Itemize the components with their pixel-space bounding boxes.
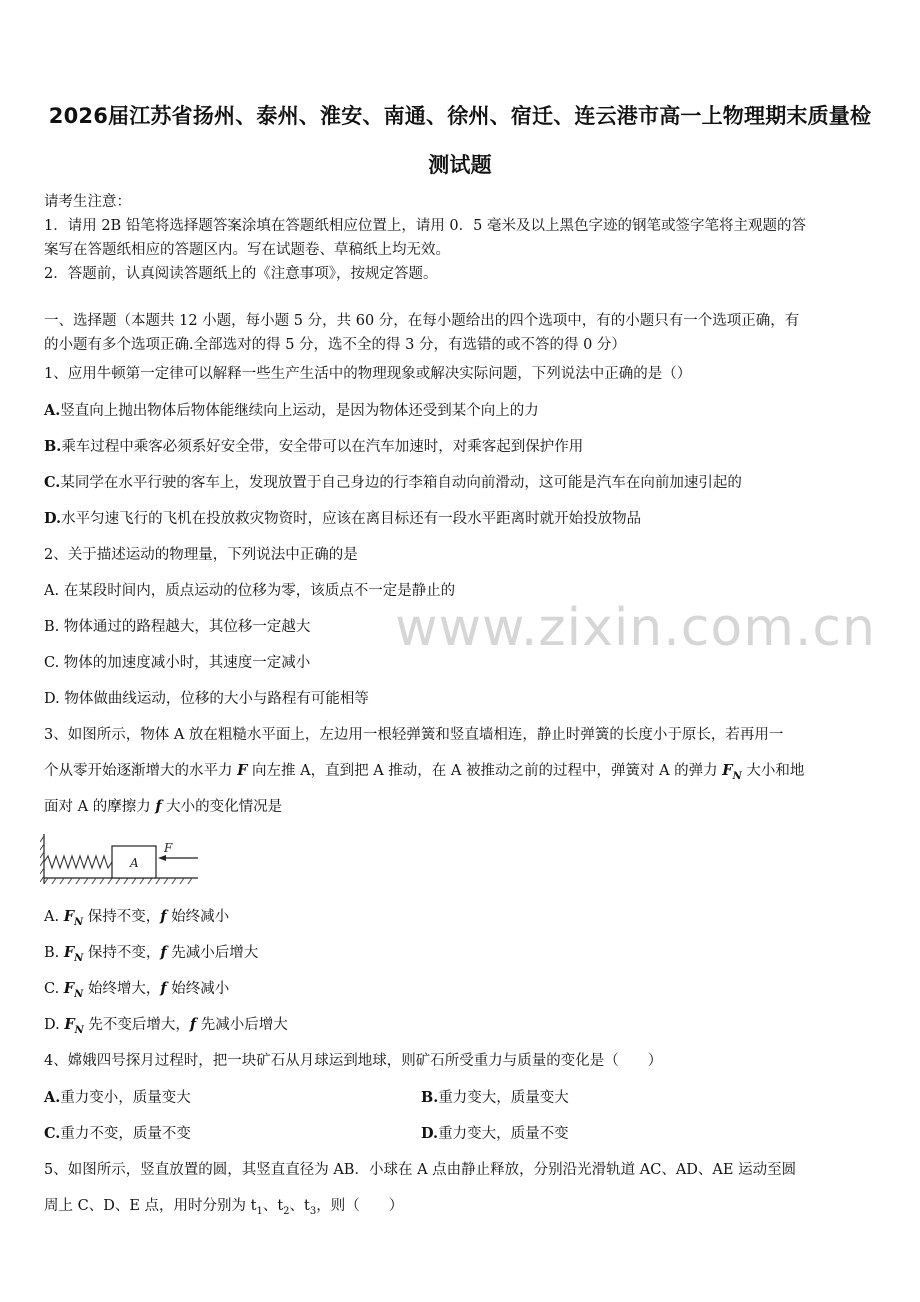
q4-option-d-label: D.	[421, 1125, 439, 1142]
q3-option-text: 始终减小	[166, 981, 230, 997]
force-fn-symbol: F	[722, 762, 733, 779]
q3-text: 大小和地	[741, 763, 805, 779]
section-header-line-2: 的小题有多个选项正确.全部选对的得 5 分，选不全的得 3 分，有选错的或不答的得 0 分）	[44, 337, 626, 353]
subscript-3: 3	[309, 1205, 317, 1217]
q1-option-b	[44, 435, 583, 456]
spring-icon	[44, 856, 112, 868]
q3-option-b-label: B.	[44, 945, 64, 961]
friction-f-symbol: f	[189, 1016, 197, 1033]
q1-stem: 1、应用牛顿第一定律可以解释一些生产生活中的物理现象或解决实际问题，下列说法中正确的是（）	[44, 366, 692, 382]
q1-option-d-label: D.	[44, 510, 62, 527]
q3-option-text: 先不变后增大，	[83, 1017, 190, 1033]
force-f-symbol: F	[237, 762, 248, 779]
q1-option-a	[44, 399, 539, 420]
force-fn-symbol: F	[63, 944, 75, 961]
subscript-n: N	[732, 770, 742, 782]
q3-option-text: 保持不变，	[83, 945, 161, 961]
q2-option-d: D. 物体做曲线运动，位移的大小与路程有可能相等	[44, 691, 369, 707]
force-arrow-icon	[158, 855, 166, 861]
q1-option-b-text: 乘车过程中乘客必须系好安全带，安全带可以在汽车加速时，对乘客起到保护作用	[61, 439, 584, 455]
q4-option-b	[421, 1086, 569, 1107]
q2-option-c: C. 物体的加速度减小时，其速度一定减小	[44, 655, 311, 671]
q4-option-d	[421, 1122, 569, 1143]
notice-heading: 请考生注意：	[44, 194, 131, 210]
q3-option-text: 先减小后增大	[166, 945, 259, 961]
subscript-n: N	[74, 952, 84, 964]
q1-option-c	[44, 471, 742, 492]
subscript-n: N	[74, 1024, 84, 1036]
q2-stem: 2、关于描述运动的物理量，下列说法中正确的是	[44, 547, 358, 563]
q3-option-a-label: A.	[44, 909, 64, 925]
q3-text: 大小的变化情况是	[161, 799, 283, 815]
q3-option-text: 保持不变，	[83, 909, 161, 925]
block-a-label: A	[130, 856, 139, 870]
watermark: www.zixin.com.cn	[395, 598, 876, 658]
force-fn-symbol: F	[63, 980, 75, 997]
q3-text: 面对 A 的摩擦力	[44, 799, 156, 815]
notice-item-1a: 1．请用 2B 铅笔将选择题答案涂填在答题纸相应位置上，请用 0．5 毫米及以上黑色字迹的钢笔或签字笔将主观题的答	[44, 218, 806, 234]
q1-option-c-label: C.	[44, 474, 61, 491]
q1-option-a-label: A.	[44, 402, 61, 419]
q3-option-text: 先减小后增大	[196, 1017, 288, 1033]
q4-option-c	[44, 1122, 191, 1143]
notice-item-1b: 案写在答题纸相应的答题区内。写在试题卷、草稿纸上均无效。	[44, 242, 450, 258]
q4-stem: 4、嫦娥四号探月过程时，把一块矿石从月球运到地球，则矿石所受重力与质量的变化是（ ）	[44, 1053, 663, 1069]
q4-option-c-text: 重力不变，质量不变	[60, 1126, 191, 1142]
q5-stem-line-2	[44, 1194, 403, 1217]
q4-option-a-label: A.	[44, 1089, 61, 1106]
friction-f-symbol: f	[155, 798, 162, 815]
q1-option-c-text: 某同学在水平行驶的客车上，发现放置于自己身边的行李箱自动向前滑动，这可能是汽车在向前加速引起的	[60, 475, 742, 491]
force-fn-symbol: F	[64, 1016, 75, 1033]
q3-stem-line-1: 3、如图所示，物体 A 放在粗糙水平面上，左边用一根轻弹簧和竖直墙相连，静止时弹簧的长度小于原长，若再用一	[44, 727, 784, 743]
q3-text: 向左推 A，直到把 A 推动，在 A 被推动之前的过程中，弹簧对 A 的弹力	[247, 763, 723, 779]
document-title-line-2: 测试题	[428, 153, 492, 177]
q5-stem-line-1: 5、如图所示，竖直放置的圆，其竖直直径为 AB．小球在 A 点由静止释放，分别沿光滑轨道 AC、AD、AE 运动至圆	[44, 1162, 797, 1178]
q3-stem-line-3	[44, 795, 282, 816]
q4-option-b-text: 重力变大，质量变大	[438, 1090, 569, 1106]
force-fn-symbol: F	[63, 908, 74, 925]
q4-option-b-label: B.	[421, 1089, 439, 1106]
friction-f-symbol: f	[160, 908, 167, 925]
q5-text: 周上 C、D、E 点，用时分别为 t	[44, 1198, 257, 1214]
friction-f-symbol: f	[160, 944, 167, 961]
q3-option-a	[44, 905, 229, 928]
subscript-n: N	[74, 988, 84, 1000]
q5-text: ，则（ ）	[316, 1198, 404, 1214]
notice-item-2: 2．答题前，认真阅读答题纸上的《注意事项》，按规定答题。	[44, 266, 438, 282]
q3-option-b	[44, 941, 258, 964]
force-f-label: F	[164, 841, 173, 855]
q3-stem-line-2	[44, 759, 804, 782]
q4-option-a	[44, 1086, 191, 1107]
q4-option-d-text: 重力变大，质量不变	[438, 1126, 569, 1142]
q3-option-text: 始终增大，	[83, 981, 161, 997]
q1-option-a-text: 竖直向上抛出物体后物体能继续向上运动，是因为物体还受到某个向上的力	[60, 403, 539, 419]
subscript-2: 2	[283, 1205, 290, 1217]
q3-option-c	[44, 977, 229, 1000]
section-header-line-1: 一、选择题（本题共 12 小题，每小题 5 分，共 60 分，在每小题给出的四个选项中，有的小题只有一个选项正确，有	[44, 313, 800, 329]
q5-text: 、t	[289, 1198, 310, 1214]
q1-option-d	[44, 507, 641, 528]
q3-option-d-label: D.	[44, 1017, 65, 1033]
q3-option-text: 始终减小	[166, 909, 230, 925]
q4-option-c-label: C.	[44, 1125, 61, 1142]
q4-option-a-text: 重力变小，质量变大	[60, 1090, 191, 1106]
q3-option-d	[44, 1013, 288, 1036]
q1-option-b-label: B.	[44, 438, 62, 455]
subscript-n: N	[74, 916, 84, 928]
q5-text: 、t	[262, 1198, 284, 1214]
q2-option-b: B. 物体通过的路程越大，其位移一定越大	[44, 619, 311, 635]
q3-text: 个从零开始逐渐增大的水平力	[44, 763, 238, 779]
spring-block-diagram	[40, 830, 202, 888]
friction-f-symbol: f	[160, 980, 167, 997]
subscript-1: 1	[256, 1205, 263, 1217]
q2-option-a: A. 在某段时间内，质点运动的位移为零，该质点不一定是静止的	[44, 583, 456, 599]
document-title-line-1: 2026届江苏省扬州、泰州、淮安、南通、徐州、宿迁、连云港市高一上物理期末质量检	[48, 104, 872, 128]
q3-option-c-label: C.	[44, 981, 64, 997]
q1-option-d-text: 水平匀速飞行的飞机在投放救灾物资时，应该在离目标还有一段水平距离时就开始投放物品	[61, 511, 642, 527]
